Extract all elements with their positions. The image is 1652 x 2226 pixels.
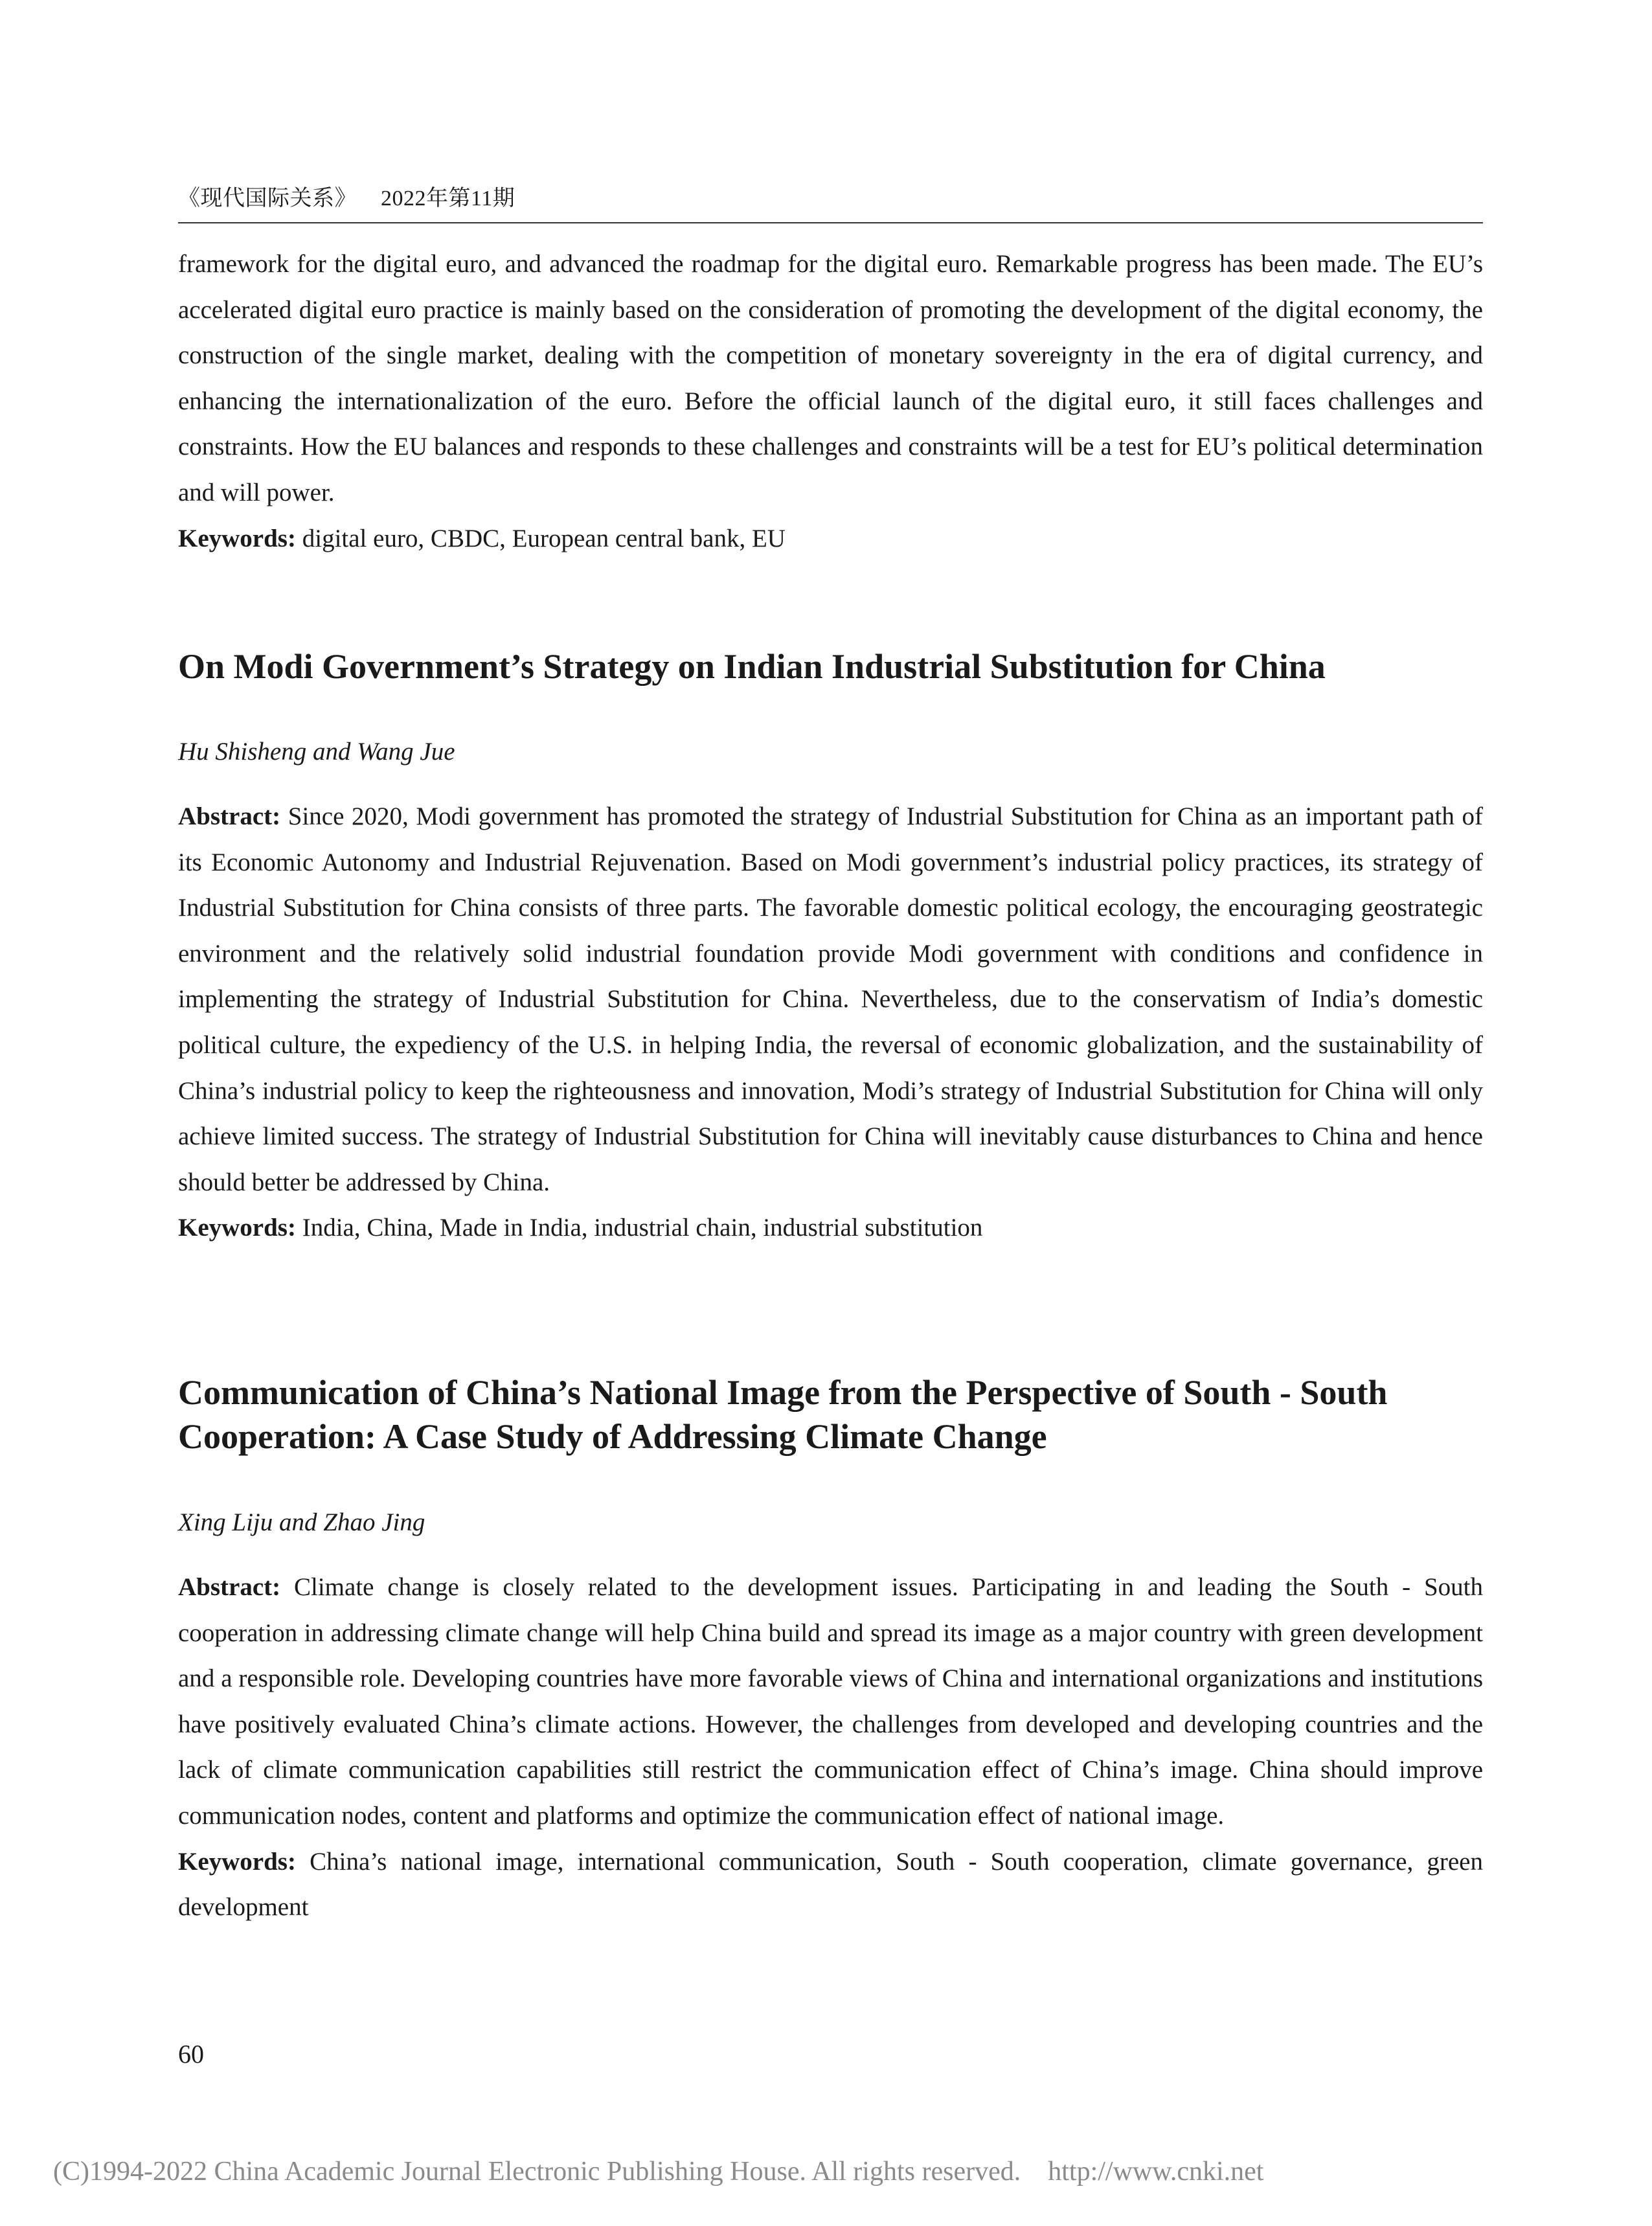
keywords-text: India, China, Made in India, industrial chain, industrial substitution: [295, 1214, 983, 1242]
carryover-abstract: [178, 242, 1483, 562]
cnki-link[interactable]: http://www.cnki.net: [1048, 2157, 1264, 2186]
header-rule: [178, 222, 1483, 223]
article-2-title: Communication of China’s National Image from the Perspective of South - South Cooperation: A Case Study of Addressing Climate Change: [178, 1373, 1388, 1456]
journal-name: 《现代国际关系》: [178, 187, 357, 210]
abstract-text: Climate change is closely related to the development issues. Participating in and leading the South - South cooperation in addressing climate change will help China build and spread its image as a major country with green development and a responsible role. Developing countries have more favorable views of China and international organizations and institutions have positively evaluated China’s climate actions. However, the challenges from developed and developing countries and the lack of climate communication capabilities still restrict the communication effect of China’s image. China should improve communication nodes, content and platforms and optimize the communication effect of national image.: [178, 1573, 1483, 1830]
keywords-label: Keywords:: [178, 1847, 296, 1876]
keywords-label: Keywords:: [178, 524, 296, 552]
keywords-text: digital euro, CBDC, European central bank, EU: [295, 524, 786, 552]
carryover-text: framework for the digital euro, and advanced the roadmap for the digital euro. Remarkable progress has been made. The EU’s accelerated digital euro practice is mainly based on the consideration of promoting the development of the digital economy, the construction of the single market, dealing with the competition of monetary sovereignty in the era of digital currency, and enhancing the internationalization of the euro. Before the official launch of the digital euro, it still faces challenges and constraints. How the EU balances and responds to these challenges and constraints will be a test for EU’s political determination and will power.: [178, 250, 1483, 506]
article-1-body: [178, 794, 1483, 1251]
article-1-title: On Modi Government’s Strategy on Indian Industrial Substitution for China: [178, 647, 1326, 686]
article-2-keywords: [178, 1839, 1483, 1931]
issue-info: 2022年第11期: [381, 187, 515, 210]
abstract-text: Since 2020, Modi government has promoted the strategy of Industrial Substitution for China as an important path of its Economic Autonomy and Industrial Rejuvenation. Based on Modi government’s industrial policy practices, its strategy of Industrial Substitution for China consists of three parts. The favorable domestic political ecology, the encouraging geostrategic environment and the relatively solid industrial foundation provide Modi government with conditions and confidence in implementing the strategy of Industrial Substitution for China. Nevertheless, due to the conservatism of India’s domestic political culture, the expediency of the U.S. in helping India, the reversal of economic globalization, and the sustainability of China’s industrial policy to keep the righteousness and innovation, Modi’s strategy of Industrial Substitution for China will only achieve limited success. The strategy of Industrial Substitution for China will inevitably cause disturbances to China and hence should better be addressed by China.: [178, 802, 1483, 1196]
article-2-body: [178, 1565, 1483, 1931]
abstract-label: Abstract:: [178, 802, 281, 830]
article-authors: [178, 1508, 1483, 1537]
article-1-keywords: [178, 1205, 1483, 1251]
article-1-authors: Hu Shisheng and Wang Jue: [178, 738, 455, 766]
keywords-text: China’s national image, international communication, South - South cooperation, climate governance, green development: [178, 1847, 1483, 1922]
article-title: [178, 644, 1483, 688]
keywords-label: Keywords:: [178, 1214, 296, 1242]
article-2-authors: Xing Liju and Zhao Jing: [178, 1508, 425, 1536]
page-number: 60: [178, 2039, 204, 2069]
article-2-abstract: [178, 1565, 1483, 1839]
article-title: [178, 1370, 1483, 1459]
copyright-text: (C)1994-2022 China Academic Journal Electronic Publishing House. All rights reserved.: [53, 2157, 1021, 2186]
copyright-footer: [53, 2156, 1263, 2187]
abstract-label: Abstract:: [178, 1573, 281, 1601]
running-header: [178, 180, 515, 212]
article-authors: [178, 737, 1483, 766]
article-1-abstract: [178, 794, 1483, 1205]
carryover-keywords: [178, 516, 1483, 562]
